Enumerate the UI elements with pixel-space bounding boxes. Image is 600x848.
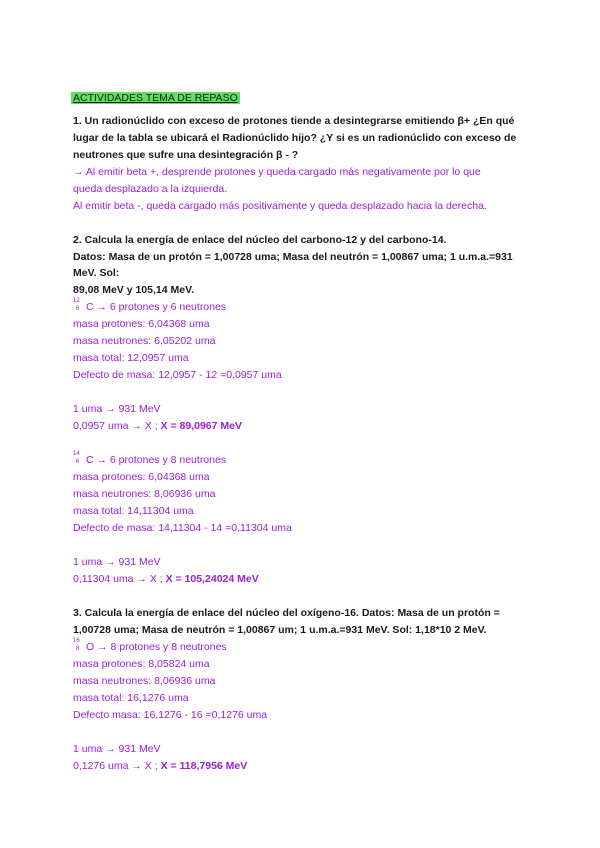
o16-neutrons: masa neutrones: 8,06936 uma xyxy=(73,675,216,687)
c14-isotope-notation xyxy=(73,453,86,467)
c12-atomic-number: 6 xyxy=(76,306,80,312)
o16-isotope-text: O → 8 protones y 8 neutrones xyxy=(86,641,227,653)
title-text: ACTIVIDADES TEMA DE REPASO xyxy=(73,92,238,104)
q1-line-1: 1. Un radionúclido con exceso de protones tiende a desintegrarse emitiendo β+ ¿En qué xyxy=(73,115,515,127)
c14-atomic-number: 6 xyxy=(76,459,80,465)
o16-conversion-2 xyxy=(73,759,247,773)
c12-result: X = 89,0967 MeV xyxy=(160,420,242,432)
c12-isotope-line xyxy=(73,300,226,314)
c14-mass-number: 14 xyxy=(73,451,80,457)
q2-line-3: MeV. Sol: xyxy=(73,267,120,279)
q1-answer-2: queda desplazado a la izquierda. xyxy=(73,183,228,195)
o16-mass-number: 16 xyxy=(73,638,80,644)
q2-line-2: Datos: Masa de un protón = 1,00728 uma; Masa del neutrón = 1,00867 uma; 1 u.m.a.=931 xyxy=(73,251,513,263)
c14-total: masa total: 14,11304 uma xyxy=(73,505,194,517)
c12-mass-number: 12 xyxy=(73,298,80,304)
q2-line-1: 2. Calcula la energía de enlace del núcleo del carbono-12 y del carbono-14. xyxy=(73,234,447,246)
c14-defect: Defecto de masa: 14,11304 - 14 =0,11304 uma xyxy=(73,522,292,534)
c14-conversion-2 xyxy=(73,572,259,586)
c14-isotope-text: C → 6 protones y 8 neutrones xyxy=(86,454,227,466)
c14-neutrons: masa neutrones: 8,06936 uma xyxy=(73,488,216,500)
c12-defect: Defecto de masa: 12,0957 - 12 =0,0957 uma xyxy=(73,369,282,381)
c14-conversion-1: 1 uma → 931 MeV xyxy=(73,556,161,568)
o16-conversion-2-text: 0,1276 uma → X ; xyxy=(73,760,161,772)
o16-isotope-line xyxy=(73,640,227,654)
c12-conversion-2-text: 0,0957 uma → X ; xyxy=(73,420,161,432)
o16-conversion-1: 1 uma → 931 MeV xyxy=(73,743,161,755)
o16-atomic-number: 8 xyxy=(76,646,80,652)
page-title xyxy=(73,91,240,105)
q1-line-3: neutrones que sufre una desintegración β - ? xyxy=(73,149,299,161)
c14-conversion-2-text: 0,11304 uma → X ; xyxy=(73,573,166,585)
q2-line-4: 89,08 MeV y 105,14 MeV. xyxy=(73,284,195,296)
q1-answer-3: Al emitir beta -, queda cargado más positivamente y queda desplazado hacia la derecha. xyxy=(73,200,487,212)
q1-answer-1: → Al emitir beta +, desprende protones y queda cargado más negativamente por lo que xyxy=(73,166,481,178)
c12-isotope-text: C → 6 protones y 6 neutrones xyxy=(86,301,227,313)
c14-protons: masa protones: 6,04368 uma xyxy=(73,471,210,483)
o16-protons: masa protones: 8,05824 uma xyxy=(73,658,210,670)
c12-total: masa total: 12,0957 uma xyxy=(73,352,189,364)
c14-isotope-line xyxy=(73,453,226,467)
c12-conversion-1: 1 uma → 931 MeV xyxy=(73,403,161,415)
q1-line-2: lugar de la tabla se ubicará el Radionúclido hijo? ¿Y si es un radionúclido con exceso de xyxy=(73,132,517,144)
o16-isotope-notation xyxy=(73,640,86,654)
q3-line-1: 3. Calcula la energía de enlace del núcleo del oxígeno-16. Datos: Masa de un protón = xyxy=(73,607,500,619)
o16-total: masa total: 16,1276 uma xyxy=(73,692,189,704)
c12-isotope-notation xyxy=(73,300,86,314)
o16-result: X = 118,7956 MeV xyxy=(160,760,248,772)
c12-conversion-2 xyxy=(73,419,242,433)
q3-line-2: 1,00728 uma; Masa de neutrón = 1,00867 um; 1 u.m.a.=931 MeV. Sol: 1,18*10 2 MeV. xyxy=(73,624,487,636)
c14-result: X = 105,24024 MeV xyxy=(165,573,259,585)
c12-protons: masa protones: 6,04368 uma xyxy=(73,318,210,330)
o16-defect: Defecto masa: 16,1276 - 16 =0,1276 uma xyxy=(73,709,268,721)
c12-neutrons: masa neutrones: 6,05202 uma xyxy=(73,335,216,347)
